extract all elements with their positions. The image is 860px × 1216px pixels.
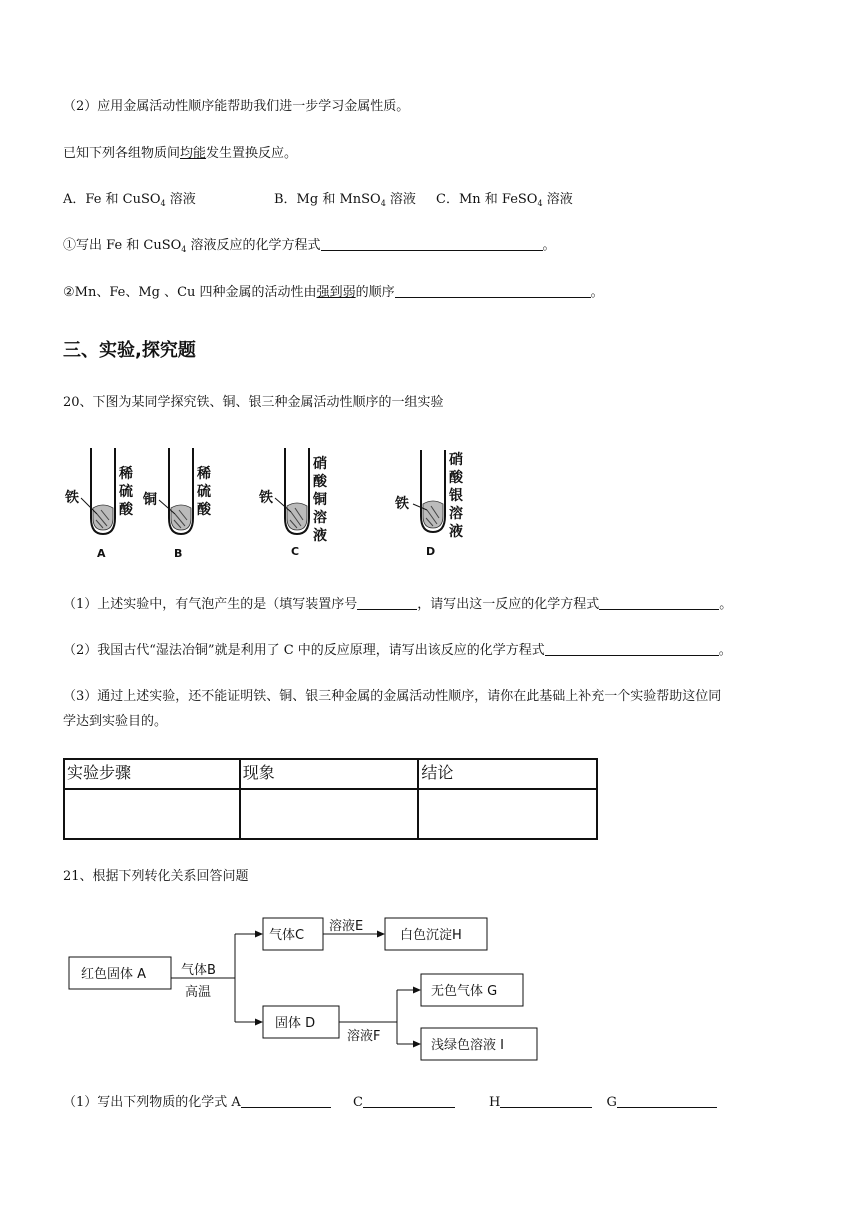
q19-sub2 (63, 284, 604, 302)
known-prefix: 已知下列各组物质间 (63, 146, 181, 161)
answer-blank-order[interactable] (395, 284, 591, 298)
cell-phenomenon[interactable] (240, 789, 419, 839)
option-c-sub: 4 (537, 199, 543, 208)
tube-d-label: D (426, 545, 436, 558)
tube-d-metal: 铁 (395, 496, 409, 512)
q21-part1 (63, 1094, 717, 1112)
tube-b (142, 448, 212, 560)
sub2-emphasis: 强到弱 (316, 285, 356, 300)
q20-part3-line1: （3）通过上述实验，还不能证明铁、铜、银三种金属的金属活动性顺序，请你在此基础上补充一个实验帮助这位同 (63, 689, 722, 704)
table-row (64, 789, 597, 839)
header-phenomenon: 现象 (240, 759, 419, 789)
q19-option-c (436, 191, 573, 209)
part2-end: 。 (718, 643, 732, 658)
tube-c-solution-1: 硝 (313, 456, 327, 472)
option-c-tail: 溶液 (542, 192, 573, 207)
tube-d-solution-5: 液 (449, 524, 463, 540)
known-suffix: 发生置换反应。 (206, 146, 298, 161)
option-a-text: A．Fe 和 CuSO (63, 192, 161, 207)
q20-part3-line2: 学达到实验目的。 (63, 714, 168, 729)
answer-blank-equation-1[interactable] (599, 596, 719, 610)
sub2-suffix: 的顺序 (355, 285, 395, 300)
node-c-label: 气体C (269, 928, 305, 943)
answer-blank-device[interactable] (357, 596, 417, 610)
node-i-label: 浅绿色溶液 I (431, 1038, 504, 1053)
tube-b-solution-3: 酸 (197, 502, 211, 518)
option-a-sub: 4 (160, 199, 166, 208)
header-conclusion: 结论 (418, 759, 597, 789)
tube-c-solution-2: 酸 (313, 474, 327, 490)
q20-part1 (63, 596, 732, 614)
option-c-text: C．Mn 和 FeSO (436, 192, 538, 207)
answer-blank-equation-2[interactable] (545, 642, 719, 656)
tube-d-solution-1: 硝 (449, 452, 463, 468)
option-b-sub: 4 (380, 199, 386, 208)
q20-stem: 20、下图为某同学探究铁、铜、银三种金属活动性顺序的一组实验 (63, 395, 444, 410)
tube-b-solution-2: 硫 (197, 484, 211, 500)
test-tubes-figure (63, 444, 483, 562)
option-a-tail: 溶液 (165, 192, 196, 207)
option-b-tail: 溶液 (385, 192, 416, 207)
tube-b-metal: 铜 (143, 492, 157, 508)
q21-part1-g: G (606, 1095, 617, 1110)
cell-steps[interactable] (64, 789, 240, 839)
node-h-label: 白色沉淀H (400, 928, 462, 943)
part1-b: ，请写出这一反应的化学方程式 (417, 597, 600, 612)
tube-d-solution-4: 溶 (449, 506, 463, 522)
answer-blank-g[interactable] (617, 1094, 717, 1108)
header-steps: 实验步骤 (64, 759, 240, 789)
section-heading: 三、实验,探究题 (63, 340, 196, 361)
node-g-label: 无色气体 G (431, 984, 498, 999)
q19-option-a (63, 191, 196, 209)
tube-c-solution-5: 液 (313, 528, 327, 544)
sub1-end: 。 (542, 238, 556, 253)
tube-c-solution-4: 溶 (313, 510, 327, 526)
tube-a-label: A (97, 547, 106, 560)
experiment-table (63, 758, 598, 840)
answer-blank-equation[interactable] (321, 237, 543, 251)
tube-a (64, 448, 134, 560)
q19-option-b (274, 191, 416, 209)
q21-part1-c: C (352, 1095, 363, 1110)
part1-end: 。 (719, 597, 733, 612)
tube-a-solution-3: 酸 (119, 502, 133, 518)
q19-known-statement (63, 145, 297, 163)
tube-c-metal: 铁 (259, 490, 273, 506)
answer-blank-a[interactable] (241, 1094, 331, 1108)
q21-stem: 21、根据下列转化关系回答问题 (63, 869, 249, 884)
option-b-text: B．Mg 和 MnSO (274, 192, 381, 207)
tube-b-solution-1: 稀 (197, 466, 211, 482)
sub2-prefix: ②Mn、Fe、Mg 、Cu 四种金属的活动性由 (63, 285, 317, 300)
sub1-prefix: ①写出 Fe 和 CuSO (63, 238, 182, 253)
tube-c-label: C (291, 545, 300, 558)
q19-part2-intro: （2）应用金属活动性顺序能帮助我们进一步学习金属性质。 (63, 99, 410, 114)
edge-solution-f-label: 溶液F (347, 1029, 381, 1044)
edge-solution-e-label: 溶液E (329, 919, 364, 934)
part2-a: （2）我国古代“湿法冶铜”就是利用了 C 中的反应原理，请写出该反应的化学方程式 (63, 643, 545, 658)
tube-d (394, 450, 464, 558)
edge-gas-b-label: 气体B (181, 963, 216, 978)
cell-conclusion[interactable] (418, 789, 597, 839)
tube-c-solution-3: 铜 (313, 492, 327, 508)
q20-part2 (63, 642, 732, 660)
q21-part1-text: （1）写出下列物质的化学式 A (63, 1095, 241, 1110)
answer-blank-h[interactable] (500, 1094, 592, 1108)
tube-c (258, 448, 328, 558)
edge-high-temp-label: 高温 (185, 985, 212, 1000)
sub2-end: 。 (590, 285, 604, 300)
tube-a-solution-2: 硫 (119, 484, 133, 500)
tube-d-solution-3: 银 (449, 488, 463, 504)
node-d-label: 固体 D (275, 1016, 316, 1031)
answer-blank-c[interactable] (363, 1094, 455, 1108)
tube-b-label: B (174, 547, 183, 560)
tube-a-metal: 铁 (65, 490, 79, 506)
tube-a-solution-1: 稀 (119, 466, 133, 482)
conversion-flowchart (63, 912, 543, 1068)
q21-part1-h: H (489, 1095, 501, 1110)
node-a-label: 红色固体 A (81, 967, 147, 982)
part1-a: （1）上述实验中，有气泡产生的是（填写装置序号 (63, 597, 358, 612)
table-header-row (64, 759, 597, 789)
known-emphasis: 均能 (180, 146, 207, 161)
q19-sub1 (63, 237, 556, 255)
tube-d-solution-2: 酸 (449, 470, 463, 486)
sub1-suffix: 溶液反应的化学方程式 (186, 238, 321, 253)
sub1-sub: 4 (181, 245, 187, 254)
